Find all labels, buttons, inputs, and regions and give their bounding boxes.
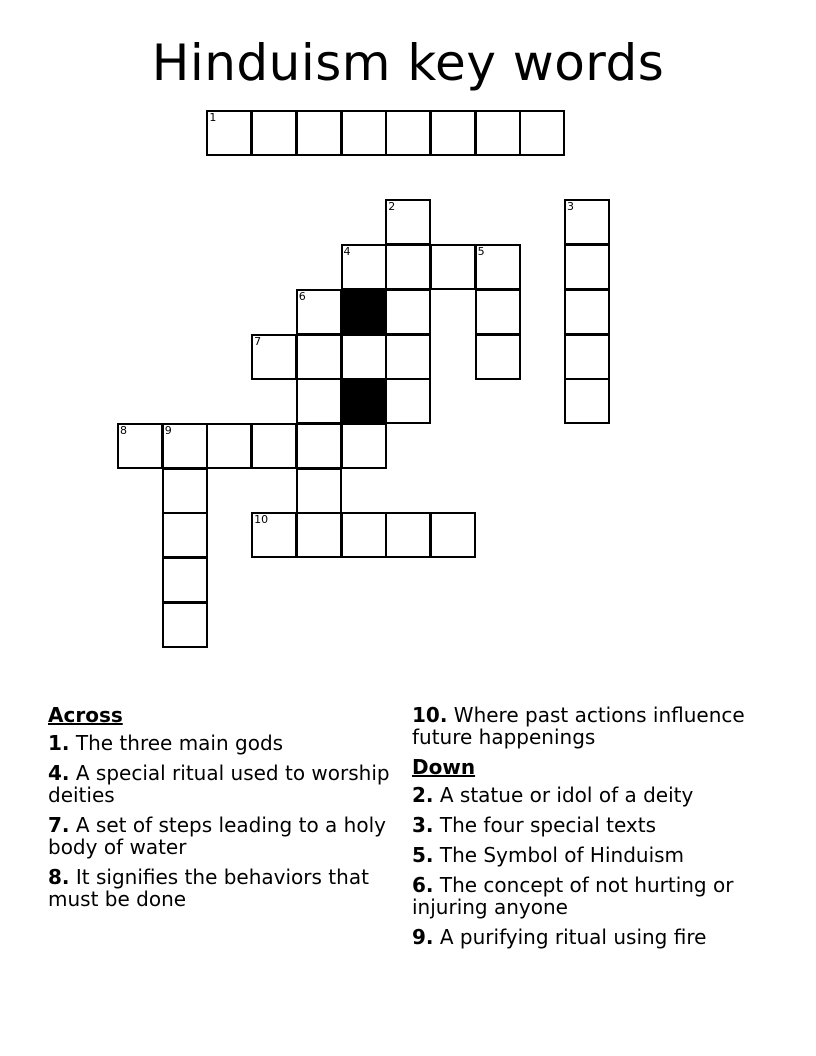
crossword-cell[interactable] xyxy=(341,334,387,380)
crossword-cell[interactable] xyxy=(564,378,610,424)
crossword-cell[interactable] xyxy=(385,110,431,156)
crossword-cell[interactable] xyxy=(251,110,297,156)
crossword-cell[interactable] xyxy=(475,334,521,380)
crossword-cell[interactable] xyxy=(475,244,521,290)
crossword-cell[interactable] xyxy=(162,602,208,648)
crossword-cell[interactable] xyxy=(251,423,297,469)
puzzle-title: Hinduism key words xyxy=(151,34,665,92)
crossword-cell[interactable] xyxy=(251,334,297,380)
clue-number: 5 xyxy=(477,245,485,259)
crossword-cell[interactable] xyxy=(206,110,252,156)
crossword-cell[interactable] xyxy=(519,110,565,156)
clue-down-3: 3. The four special texts xyxy=(412,813,656,837)
crossword-block xyxy=(341,289,387,335)
clue-across-7: 7. A set of steps leading to a holy body of water xyxy=(48,813,386,859)
crossword-cell[interactable] xyxy=(564,199,610,245)
crossword-cell[interactable] xyxy=(564,289,610,335)
crossword-block xyxy=(341,378,387,424)
clue-across-4: 4. A special ritual used to worship deities xyxy=(48,761,390,807)
crossword-cell[interactable] xyxy=(385,512,431,558)
clue-across-1: 1. The three main gods xyxy=(48,731,284,755)
clue-number: 8 xyxy=(120,423,127,437)
clue-number: 1 xyxy=(209,111,217,124)
clue-number: 7 xyxy=(254,334,262,348)
crossword-cell[interactable] xyxy=(296,334,342,380)
crossword-cell[interactable] xyxy=(296,289,342,335)
crossword-cell[interactable] xyxy=(162,423,208,469)
clue-number: 3 xyxy=(567,200,574,214)
clue-number: 10 xyxy=(254,513,269,527)
crossword-cell[interactable] xyxy=(251,512,297,558)
crossword-cell[interactable] xyxy=(162,468,208,514)
crossword-cell[interactable] xyxy=(341,110,387,156)
crossword-cell[interactable] xyxy=(475,289,521,335)
clues-column-left xyxy=(48,704,393,918)
crossword-cell[interactable] xyxy=(296,468,342,514)
crossword-cell[interactable] xyxy=(385,334,431,380)
clue-across-10: 10. Where past actions influence future happenings xyxy=(412,703,745,749)
crossword-cell[interactable] xyxy=(430,512,476,558)
clue-down-5: 5. The Symbol of Hinduism xyxy=(412,843,685,867)
crossword-cell[interactable] xyxy=(385,199,431,245)
crossword-cell[interactable] xyxy=(206,423,252,469)
crossword-cell[interactable] xyxy=(117,423,163,469)
clue-down-6: 6. The concept of not hurting or injuring anyone xyxy=(412,873,734,919)
crossword-cell[interactable] xyxy=(296,423,342,469)
crossword-cell[interactable] xyxy=(341,244,387,290)
crossword-cell[interactable] xyxy=(296,378,342,424)
crossword-cell[interactable] xyxy=(341,423,387,469)
crossword-cell[interactable] xyxy=(564,334,610,380)
crossword-cell[interactable] xyxy=(475,110,521,156)
clue-down-2: 2. A statue or idol of a deity xyxy=(412,783,694,807)
clue-number: 4 xyxy=(343,245,351,259)
clue-across-8: 8. It signifies the behaviors that must be done xyxy=(48,865,369,911)
crossword-cell[interactable] xyxy=(385,244,431,290)
crossword-cell[interactable] xyxy=(341,512,387,558)
crossword-cell[interactable] xyxy=(430,110,476,156)
crossword-cell[interactable] xyxy=(564,244,610,290)
crossword-cell[interactable] xyxy=(162,512,208,558)
crossword-cell[interactable] xyxy=(385,289,431,335)
crossword-cell[interactable] xyxy=(430,244,476,290)
across-heading: Across xyxy=(48,703,123,727)
down-heading: Down xyxy=(412,755,476,779)
clue-number: 9 xyxy=(164,423,172,437)
crossword-cell[interactable] xyxy=(162,557,208,603)
crossword-cell[interactable] xyxy=(296,512,342,558)
clue-down-9: 9. A purifying ritual using fire xyxy=(412,925,707,949)
clue-number: 6 xyxy=(298,289,306,303)
clue-number: 2 xyxy=(388,200,396,214)
crossword-cell[interactable] xyxy=(385,378,431,424)
clues-column-right xyxy=(412,704,802,956)
crossword-cell[interactable] xyxy=(296,110,342,156)
